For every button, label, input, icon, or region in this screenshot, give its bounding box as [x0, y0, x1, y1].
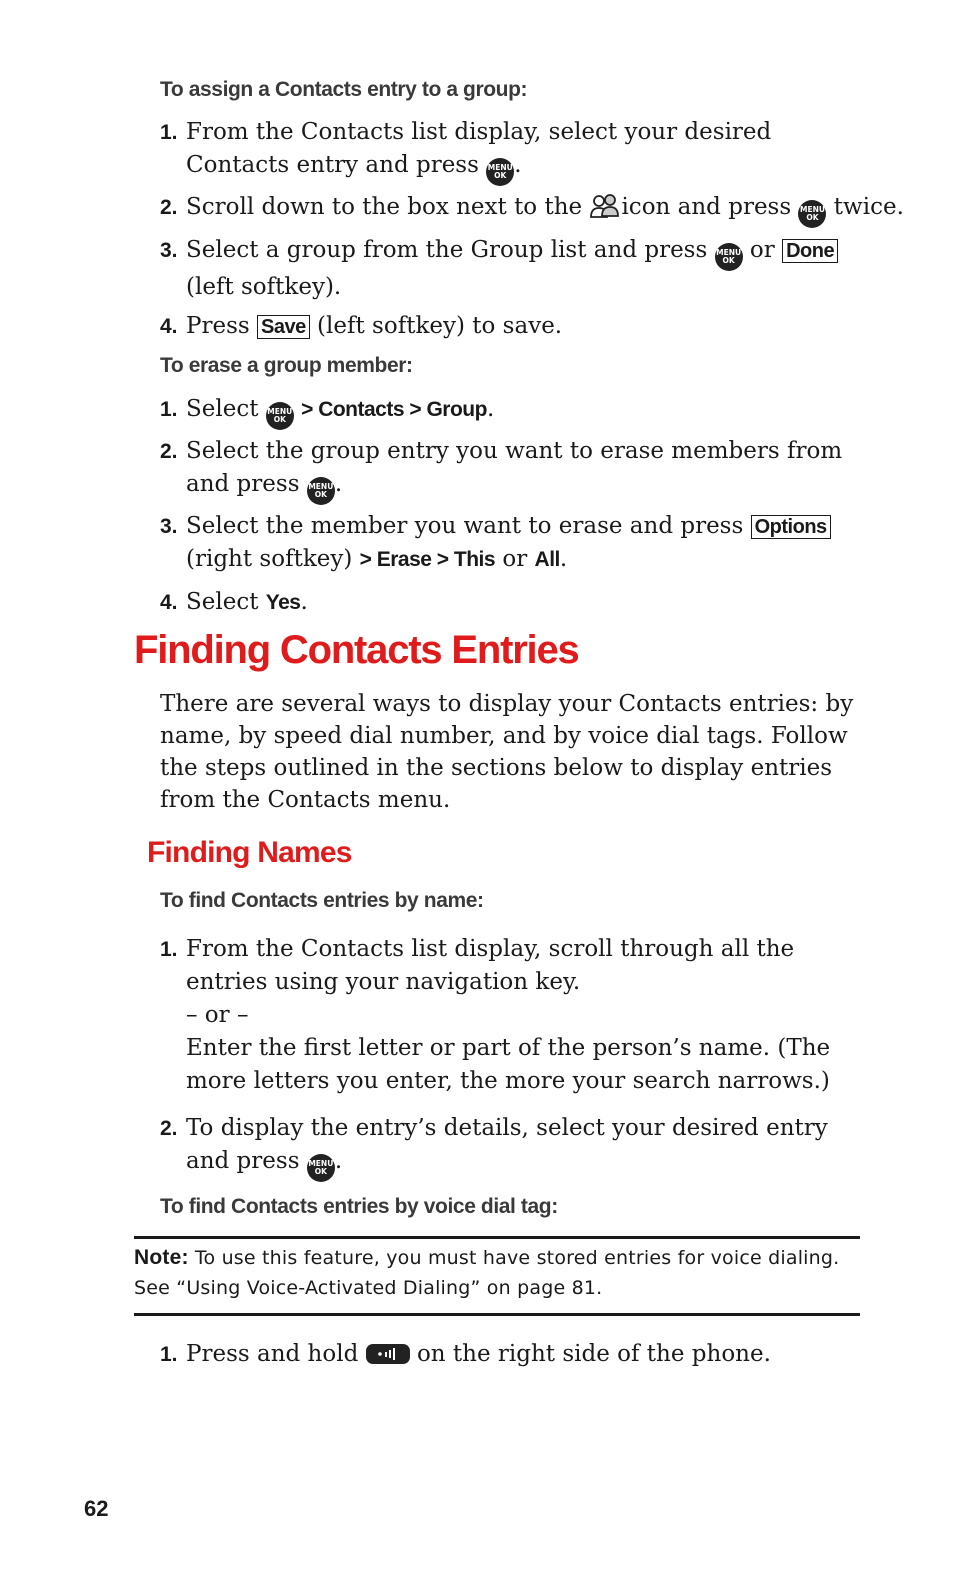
side-voice-key-icon: [366, 1344, 410, 1364]
note-label: Note:: [134, 1246, 189, 1269]
softkey-done: Done: [782, 239, 838, 263]
menu-ok-key-icon: MENU OK: [486, 158, 514, 186]
section-title: Finding Names: [147, 836, 352, 869]
menu-ok-key-icon: MENU OK: [715, 243, 743, 271]
menu-ok-key-icon: MENU OK: [307, 1154, 335, 1182]
step-1: 1. Select MENU OK > Contacts > Group.: [160, 393, 860, 430]
note-box: [134, 1236, 860, 1316]
section-heading-erase-member: To erase a group member:: [160, 354, 413, 377]
step-1: 1. From the Contacts list display, select your desired Contacts entry and press MENU OK .: [160, 116, 860, 186]
softkey-options: Options: [751, 515, 831, 539]
section-heading-find-by-name: To find Contacts entries by name:: [160, 889, 484, 912]
step-4: 4. Select Yes.: [160, 589, 308, 615]
menu-ok-key-icon: MENU OK: [266, 402, 294, 430]
step-3: 3. Select a group from the Group list and press MENU OK or Done (left softkey).: [160, 234, 860, 304]
group-people-icon: [589, 192, 621, 220]
step-2: 2. To display the entry’s details, select your desired entry and press MENU OK .: [160, 1112, 860, 1182]
menu-path: All: [534, 548, 560, 571]
step-4: 4. Press Save (left softkey) to save.: [160, 313, 563, 339]
section-heading-find-by-voice: To find Contacts entries by voice dial tag:: [160, 1195, 558, 1218]
menu-path: > Erase > This: [359, 548, 496, 571]
menu-ok-key-icon: MENU OK: [307, 477, 335, 505]
step-2: 2. Scroll down to the box next to the icon and press MENU OK twice.: [160, 191, 860, 228]
note-text: To use this feature, you must have stored entries for voice dialing. See “Using Voice-Activated Dialing” on page 81.: [134, 1247, 840, 1299]
step-3: 3. Select the member you want to erase and press Options (right softkey) > Erase > This or All.: [160, 510, 860, 576]
page-number: 62: [84, 1496, 109, 1521]
page-title: Finding Contacts Entries: [134, 628, 579, 672]
softkey-save: Save: [257, 315, 310, 339]
intro-paragraph: There are several ways to display your Contacts entries: by name, by speed dial number, and by voice dial tags. Follow the steps outlined in the sections below to display entries from the Contacts menu.: [160, 691, 854, 813]
step-1: 1. From the Contacts list display, scroll through all the entries using your navigation key. – or – Enter the first letter or part of the person’s name. (The more letters you enter, the more your search narrows.): [160, 936, 831, 1094]
menu-path: > Contacts > Group: [301, 398, 487, 421]
menu-path: Yes: [265, 591, 301, 614]
section-heading-assign-group: To assign a Contacts entry to a group:: [160, 78, 528, 101]
step-1: 1. Press and hold on the right side of the phone.: [160, 1341, 771, 1367]
menu-ok-key-icon: MENU OK: [798, 200, 826, 228]
step-2: 2. Select the group entry you want to erase members from and press MENU OK .: [160, 435, 860, 505]
